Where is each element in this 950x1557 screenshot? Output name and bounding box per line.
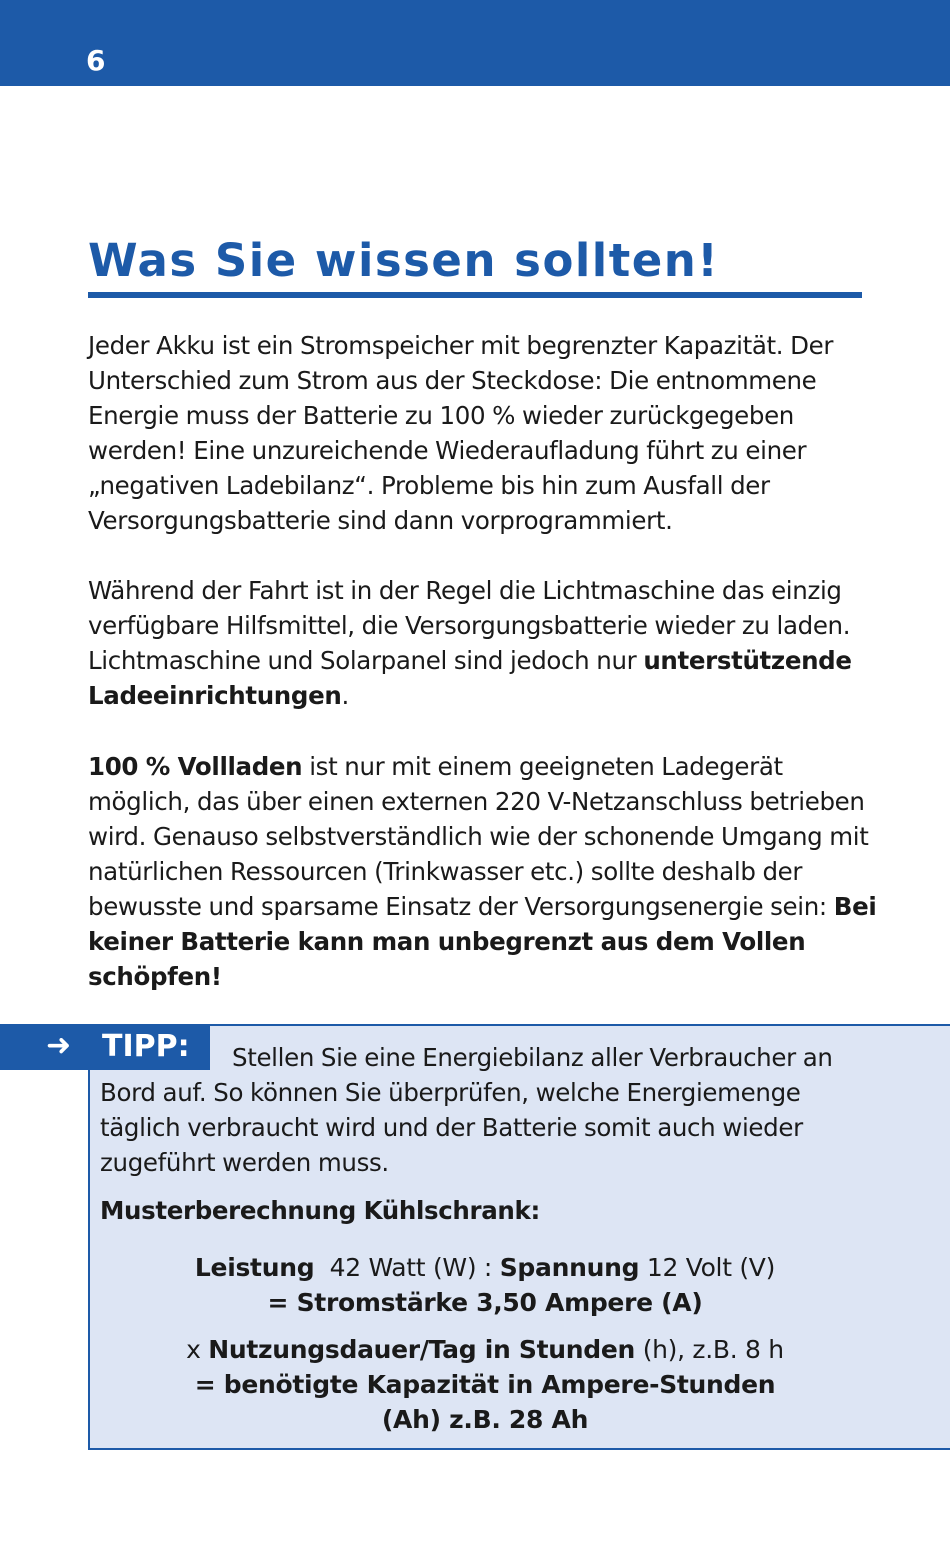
paragraph-full-charge — [88, 749, 878, 994]
tip-calculation-heading: Musterberechnung Kühlschrank: — [100, 1196, 540, 1225]
calc-capacity-result — [100, 1367, 870, 1402]
paragraph-full-charge-lead: 100 % Vollladen — [88, 752, 303, 781]
calc-power-line — [100, 1250, 870, 1285]
title-underline — [88, 292, 862, 298]
calc-duration-label: Nutzungsdauer/Tag in Stunden — [208, 1335, 636, 1364]
paragraph-charging-text: Während der Fahrt ist in der Regel die Lichtmaschine das einzig verfügbare Hilfsmittel, die Versorgungsbatterie wieder zu laden. Lichtmaschine und Solarpanel sind jedoch nur — [88, 576, 851, 675]
calc-capacity-result-text: = benötigte Kapazität in Ampere-Stunden — [194, 1370, 776, 1399]
calc-duration-line — [100, 1332, 870, 1367]
calc-capacity-value-text: (Ah) z.B. 28 Ah — [381, 1405, 589, 1434]
paragraph-charging-end: . — [341, 681, 349, 710]
paragraph-charging-bold: unterstützende Ladeeinrichtungen — [88, 646, 852, 710]
calc-duration-value: (h), z.B. 8 h — [642, 1335, 784, 1364]
calc-current-result — [100, 1285, 870, 1320]
calc-voltage-value: 12 Volt (V) — [646, 1253, 776, 1282]
calc-power-label: Leistung — [194, 1253, 315, 1282]
arrow-right-icon: ➜ — [46, 1028, 72, 1063]
tip-text: Stellen Sie eine Energiebilanz aller Verbraucher an Bord auf. So können Sie überprüfen, welche Energiemenge täglich verbraucht wird und der Batterie somit auch wieder zugeführt werden muss. — [100, 1043, 833, 1177]
header-bar — [0, 0, 950, 86]
paragraph-intro: Jeder Akku ist ein Stromspeicher mit begrenzter Kapazität. Der Unterschied zum Strom aus der Steckdose: Die entnommene Energie muss der Batterie zu 100 % wieder zurückgegeben werden! Eine unzureichende Wiederaufladung führt zu einer „negativen Ladebilanz“. Probleme bis hin zum Ausfall der Versorgungsbatterie sind dann vorprogrammiert. — [88, 331, 834, 535]
page-number: 6 — [86, 44, 106, 77]
page-title: Was Sie wissen sollten! — [88, 234, 720, 287]
calc-voltage-label: Spannung — [499, 1253, 640, 1282]
paragraph-full-charge-text: ist nur mit einem geeigneten Ladegerät möglich, das über einen externen 220 V-Netzanschluss betrieben wird. Genauso selbstverständlich wie der schonende Umgang mit natürlichen Ressourcen (Trinkwasser etc.) sollte deshalb der bewusste und sparsame Einsatz der Versorgungsenergie sein: — [88, 752, 869, 921]
calc-power-value: 42 Watt (W) : — [329, 1253, 493, 1282]
tip-label: TIPP: — [102, 1029, 190, 1064]
paragraph-full-charge-conclusion: Bei keiner Batterie kann man unbegrenzt aus dem Vollen schöpfen! — [88, 892, 877, 991]
calc-times-sign: x — [186, 1335, 201, 1364]
paragraph-charging — [88, 573, 878, 713]
calc-current-result-text: = Stromstärke 3,50 Ampere (A) — [267, 1288, 703, 1317]
calc-capacity-value — [100, 1402, 870, 1437]
